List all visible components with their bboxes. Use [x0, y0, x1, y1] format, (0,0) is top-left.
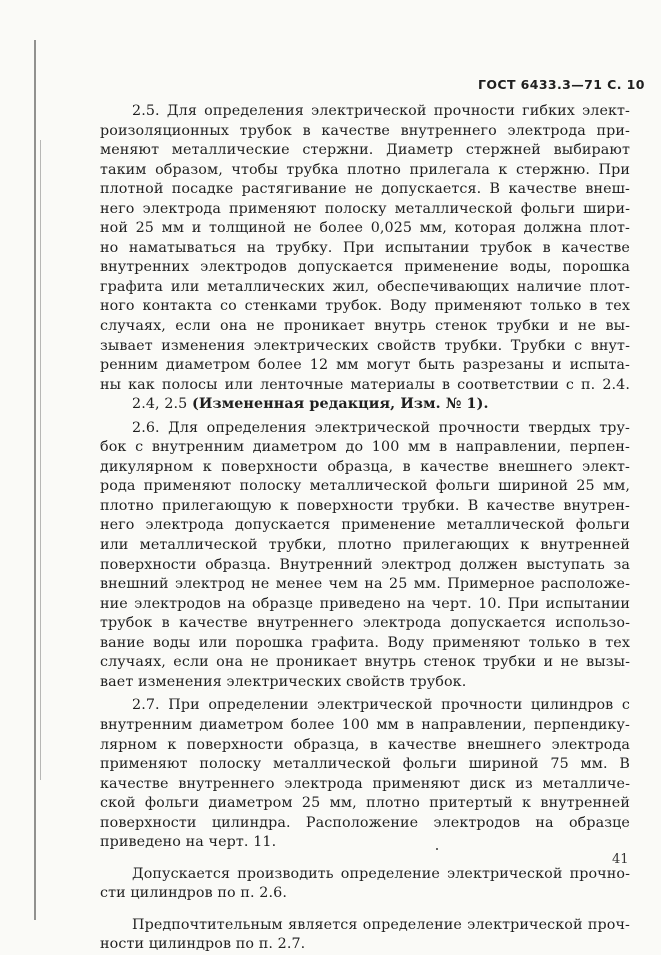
text-line: ние электродов на образце приведено на черт. 10. При испытании [100, 595, 630, 612]
paragraph-amendment [100, 395, 630, 415]
text-line: зывает изменения электрических свойств трубки. Трубки с внут- [100, 337, 630, 354]
text-line: ренним диаметром более 12 мм могут быть разрезаны и испыта- [100, 357, 630, 374]
text-line: качестве внутреннего электрода применяют диск из металличе- [100, 775, 630, 792]
amendment-bold: (Измененная редакция, Изм. № 1). [192, 396, 489, 413]
text-line: внутренних электродов допускается применение воды, порошка [100, 259, 630, 276]
text-line: поверхности образца. Внутренний электрод должен выступать за [100, 556, 630, 573]
text-line: вает изменения электрических свойств трубок. [100, 673, 467, 690]
text-line: плотно прилегающую к поверхности трубки. В качестве внутрен- [100, 497, 630, 514]
text-line: лярном к поверхности образца, в качестве внешнего электрода [100, 736, 630, 753]
document-body [100, 102, 630, 955]
text-line: поверхности цилиндра. Расположение электродов на образце [100, 814, 630, 831]
text-line: таким образом, чтобы трубка плотно прилегала к стержню. При [100, 161, 630, 178]
text-line: дикулярном к поверхности образца, в качестве внешнего элект- [100, 458, 630, 475]
text-line: Допускается производить определение электрической прочно- [132, 865, 630, 882]
text-line: плотной посадке растягивание не допускается. В качестве внеш- [100, 181, 630, 198]
paragraph-2-5 [100, 102, 630, 395]
text-line: применяют полоску металлической фольги шириной 75 мм. В [100, 756, 630, 773]
text-line: сти цилиндров по п. 2.6. [100, 885, 287, 902]
text-line: бок с внутренним диаметром до 100 мм в направлении, перпен- [100, 439, 630, 456]
text-line: графита или металлических жил, обеспечивающих наличие плот- [100, 278, 630, 295]
text-line: ного контакта со стенками трубок. Воду применяют только в тех [100, 298, 630, 315]
text-line: случаях, если она не проникает внутрь стенок трубки и не вы- [100, 318, 630, 335]
text-line: него электрода допускается применение металлической фольги [100, 517, 630, 534]
text-line: ской фольги диаметром 25 мм, плотно притертый к внутренней [100, 795, 630, 812]
text-line: внешний электрод не менее чем на 25 мм. Примерное расположе- [100, 576, 630, 593]
binding-edge-line-faint [40, 140, 41, 780]
paragraph-2-6 [100, 419, 630, 693]
text-line: трубок в качестве внутреннего электрода допускается использо- [100, 615, 630, 632]
paragraph-2-7 [100, 696, 630, 852]
text-line: вание воды или порошка графита. Воду применяют только в тех [100, 634, 630, 651]
binding-edge-line [34, 40, 36, 920]
paragraph-allowed [100, 865, 630, 904]
paragraph-preferred [100, 916, 630, 955]
text-line: 2.7. При определении электрической прочности цилиндров с [132, 697, 630, 714]
text-line: ны как полосы или ленточные материалы в соответствии с п. 2.4. [100, 376, 630, 393]
text-line: ной 25 мм и толщиной не более 0,025 мм, которая должна плот- [100, 220, 630, 237]
text-line: внутренним диаметром более 100 мм в направлении, перпендику- [100, 716, 630, 733]
text-line: случаях, если она не проникает внутрь стенок трубки и не вызы- [100, 654, 630, 671]
page-number: 41 [612, 852, 629, 867]
scan-speck [436, 848, 438, 850]
text-line: роизоляционных трубок в качестве внутреннего электрода при- [100, 122, 630, 139]
text-line: но наматываться на трубку. При испытании трубок в качестве [100, 239, 630, 256]
text-line: рода применяют полоску металлической фольги шириной 25 мм, [100, 478, 630, 495]
text-line: меняют металлические стержни. Диаметр стержней выбирают [100, 142, 630, 159]
text-line: Предпочтительным является определение электрической проч- [132, 916, 630, 933]
text-line: 2.5. Для определения электрической прочности гибких элект- [132, 103, 630, 119]
page-header: ГОСТ 6433.3—71 С. 10 [478, 77, 645, 92]
text-line: или металлической трубки, плотно прилегающих к внутренней [100, 537, 630, 554]
text-line: него электрода применяют полоску металлической фольги шири- [100, 200, 630, 217]
text-line: приведено на черт. 11. [100, 834, 277, 851]
amendment-note: 2.4, 2.5 (Измененная редакция, Изм. № 1). [132, 396, 489, 413]
text-line: 2.6. Для определения электрической прочности твердых тру- [132, 419, 630, 436]
text-line: ности цилиндров по п. 2.7. [100, 936, 306, 953]
